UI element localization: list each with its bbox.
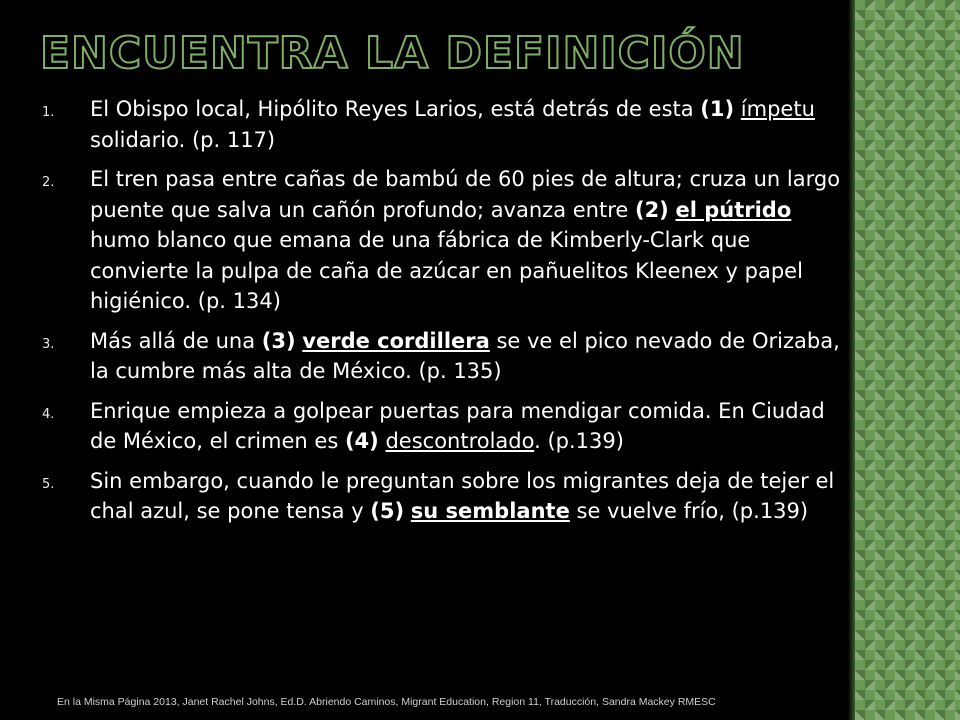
item-text — [90, 466, 847, 527]
item-number: 5. — [42, 476, 55, 492]
list-item — [42, 466, 847, 527]
item-tag: (5) — [370, 499, 405, 523]
citation-footer: En la Misma Página 2013, Janet Rachel Johns, Ed.D. Abriendo Caminos, Migrant Education, Region 11, Traducción, Sandra Mackey RMESC — [57, 696, 716, 708]
item-text — [90, 396, 847, 457]
item-tag: (3) — [261, 328, 296, 353]
item-text-before: Enrique empieza a golpear puertas para mendigar comida. En Ciudad de México, el crimen es — [90, 398, 825, 453]
item-term: el pútrido — [675, 197, 792, 222]
item-tag: (1) — [700, 97, 735, 121]
list-item — [42, 164, 847, 317]
definition-list — [42, 94, 847, 536]
list-item — [42, 326, 847, 387]
item-term: ímpetu — [740, 97, 815, 121]
item-text-after: humo blanco que emana de una fábrica de Kimberly-Clark que convierte la pulpa de caña de azúcar en pañuelitos Kleenex y papel higiénico. (p. 134) — [90, 228, 803, 313]
item-text-before: El Obispo local, Hipólito Reyes Larios, está detrás de esta — [90, 97, 701, 121]
item-term: su semblante — [410, 499, 570, 523]
item-text — [90, 326, 847, 387]
item-text — [90, 94, 847, 155]
item-text-before: El tren pasa entre cañas de bambú de 60 pies de altura; cruza un largo puente que salva un cañón profundo; avanza entre — [90, 167, 841, 222]
item-text-before: Sin embargo, cuando le preguntan sobre los migrantes deja de tejer el chal azul, se pone tensa y — [90, 468, 835, 523]
item-text-after: . (p.139) — [534, 429, 624, 453]
slide-title: ENCUENTRA LA DEFINICIÓN — [40, 28, 745, 79]
item-text — [90, 164, 847, 317]
item-tag: (4) — [344, 429, 379, 453]
list-item — [42, 396, 847, 457]
item-tag: (2) — [634, 197, 669, 222]
item-text-after: se ve el pico nevado de Orizaba, la cumbre más alta de México. (p. 135) — [90, 328, 840, 383]
item-number: 3. — [42, 336, 55, 352]
item-term: verde cordillera — [302, 328, 490, 353]
item-text-after: solidario. (p. 117) — [90, 127, 276, 152]
item-text-after: se vuelve frío, (p.139) — [569, 499, 809, 523]
item-number: 4. — [42, 406, 55, 422]
item-term: descontrolado — [385, 429, 535, 453]
list-item — [42, 94, 847, 155]
item-text-before: Más allá de una — [90, 328, 262, 353]
item-number: 2. — [42, 175, 55, 190]
item-number: 1. — [42, 105, 55, 120]
decorative-side-panel — [855, 0, 960, 720]
side-panel-edge — [848, 0, 855, 720]
